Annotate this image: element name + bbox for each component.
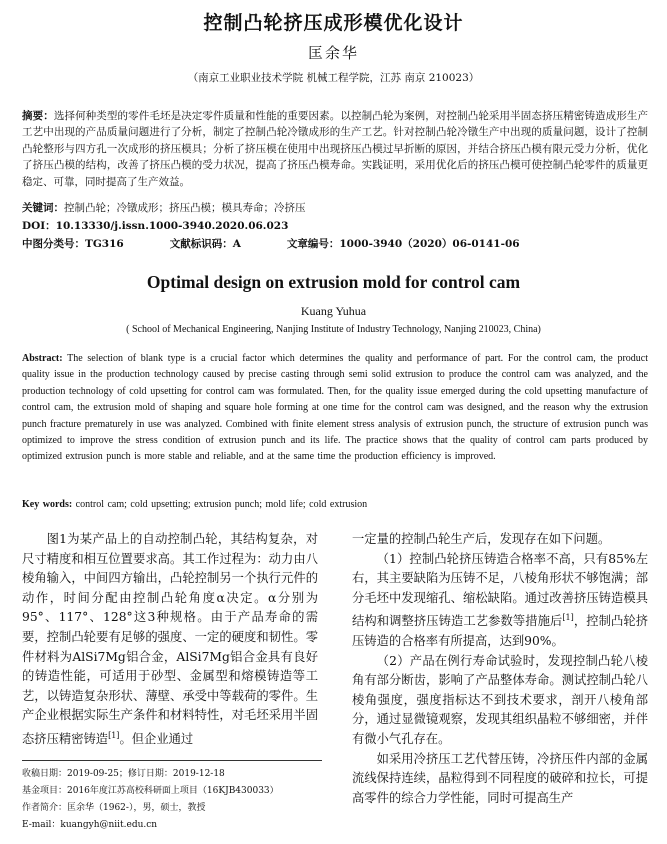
doi: DOI：10.13330/j.issn.1000-3940.2020.06.023 [22, 220, 289, 232]
body-paragraph: 如采用冷挤压工艺代替压铸，冷挤压件内部的金属流线保持连续，晶粒得到不同程度的破碎和拉长，可提高零件的综合力学性能，同时可提高生产 [352, 751, 648, 805]
class-number: 中图分类号：TG316 [22, 238, 124, 250]
body-column-left [22, 530, 318, 750]
document-code: 文献标识码：A [169, 238, 241, 250]
body-text: （1）控制凸轮挤压铸造合格率不高，只有85%左右，其主要缺陷为压铸不足，八棱角形状不够饱满；部分毛坯中发现缩孔、缩松缺陷。通过改善挤压铸造模具结构和调整挤压铸造工艺参数等措施后 [352, 551, 648, 629]
abstract-text-cn: 选择何种类型的零件毛坯是决定零件质量和性能的重要因素。以控制凸轮为案例，对控制凸轮采用半固态挤压精密铸造成形生产工艺中出现的产品质量问题进行了分析，制定了控制凸轮冷镦成形的生产工艺。针对控制凸轮冷镦生产中出现的质量问题，设计了控制凸轮整形与四方孔一次成形的挤压模具；分析了挤压模在使用中出现挤压凸模过早折断的原因，并结合挤压凸模有限元受力分析，优化了挤压凸模的结构，改善了挤压凸模的受力状况，提高了挤压凸模寿命。实践证明，采用优化后的挤压凸模可使控制凸轮零件的质量更稳定、可靠，同时提高了生产效益。 [22, 110, 649, 188]
keywords-en [22, 497, 648, 513]
abstract-en [22, 351, 648, 466]
footnote-fund: 基金项目：2016年度江苏高校科研面上项目（16KJB430033） [22, 786, 279, 796]
paper-title-cn: 控制凸轮挤压成形模优化设计 [203, 12, 464, 34]
body-text: ，控制凸轮挤压铸造的合格率有所提高，达到90%。 [352, 614, 648, 649]
abstract-label-en: Abstract: [22, 353, 63, 364]
article-number: 文章编号：1000-3940（2020）06-0141-06 [286, 238, 520, 250]
body-paragraph: （2）产品在例行寿命试验时，发现控制凸轮八棱角有部分断齿，影响了产品整体寿命。测试控制凸轮八棱角强度，强度指标达不到技术要求，剖开八棱角部分，通过显微镜观察，发现其组织晶粒不够细密，并伴有微小气孔存在。 [352, 653, 648, 747]
body-text: 。但企业通过 [119, 732, 194, 747]
keywords-cn [22, 200, 648, 216]
body-paragraph: 一定量的控制凸轮生产后，发现存在如下问题。 [352, 532, 611, 546]
footnote [22, 766, 322, 834]
footnote-received: 收稿日期：2019-09-25；修订日期：2019-12-18 [22, 769, 225, 779]
author-en: Kuang Yuhua [300, 304, 367, 318]
affiliation-cn: （南京工业职业技术学院 机械工程学院，江苏 南京 210023） [187, 72, 480, 84]
paper-title-en: Optimal design on extrusion mold for control cam [146, 272, 521, 292]
body-paragraph [352, 550, 648, 652]
citation-ref[interactable]: [1] [562, 613, 574, 623]
footnote-author-bio: 作者简介：匡余华（1962-），男，硕士，教授 [22, 803, 206, 813]
affiliation-en: ( School of Mechanical Engineering, Nanjing Institute of Industry Technology, Nanjing 210023, China) [126, 324, 541, 335]
author-cn: 匡余华 [307, 44, 359, 62]
classification-row [22, 236, 648, 252]
abstract-text-en: The selection of blank type is a crucial factor which determines the quality and performance of part. For the control cam, the product quality issue in the production technology caused by precise casting through semi solid extrusion to produce the control cam was analyzed, and the production technology of cold upsetting for control cam was formulated. Then, for the quality issue emerged during the cold upsetting manufacture of control cam, the extrusion mold of shaping and square hole forming at one time for the control cam was designed, and the reason why the extrusion punch fracture prematurely in use was analyzed. Combined with finite element stress analysis of extrusion punch, the structure of extrusion punch was optimized to improve the stress condition of extrusion punch and its life. The practice shows that the quality of control cam parts produced by optimized extrusion punch is more stable and reliable, and at the same time the production efficiency is improved. [22, 353, 648, 463]
footnote-divider [22, 760, 322, 761]
footnote-email[interactable]: E-mail：kuangyh@niit.edu.cn [22, 820, 158, 830]
keywords-text-en: control cam; cold upsetting; extrusion punch; mold life; cold extrusion [75, 499, 368, 510]
keywords-label-cn: 关键词： [22, 202, 64, 214]
abstract-label-cn: 摘要： [22, 110, 54, 122]
abstract-cn [22, 108, 648, 190]
keywords-text-cn: 控制凸轮；冷镦成形；挤压凸模；模具寿命；冷挤压 [64, 202, 306, 214]
body-text: 图1为某产品上的自动控制凸轮，其结构复杂，对尺寸精度和相互位置要求高。其工作过程为：动力由八棱角输入，中间四方输出，凸轮控制另一个执行元件的动作，时间分配由控制凸轮角度α决定。α分别为95°、117°、128°这3种规格。由于产品寿命的需要，控制凸轮要有足够的强度、一定的硬度和韧性。零件材料为AlSi7Mg铝合金，AlSi7Mg铝合金具有良好的铸造性能，可适用于砂型、金属型和熔模铸造等工艺，以铸造复杂形状、薄壁、承受中等载荷的零件。生产企业根据实际生产条件和材料特性，对毛坯采用半固态挤压精密铸造 [22, 532, 318, 747]
body-column-right [352, 530, 648, 808]
body-paragraph [22, 530, 318, 750]
citation-ref[interactable]: [1] [108, 730, 120, 740]
keywords-label-en: Key words: [22, 499, 73, 510]
